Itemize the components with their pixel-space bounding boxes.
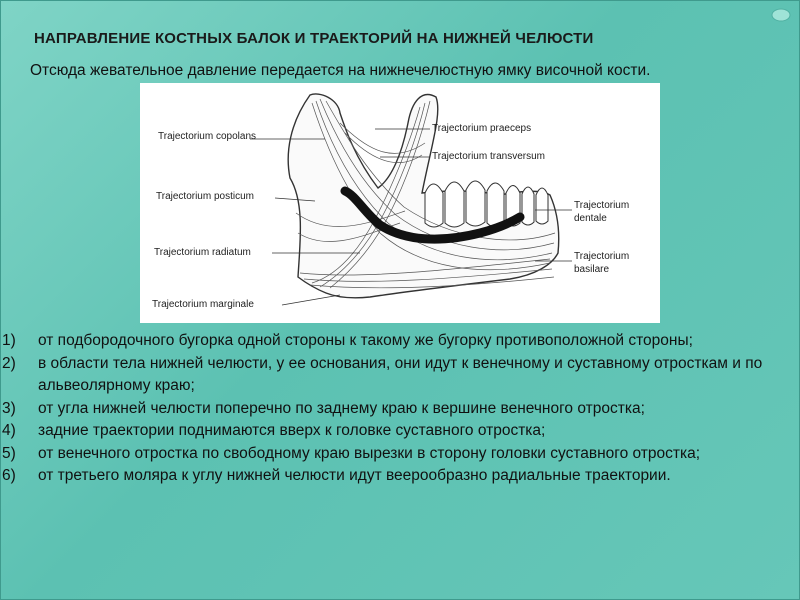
list-item-number: 1) <box>2 332 16 349</box>
list-item-number: 2) <box>2 354 16 372</box>
list-item-number: 5) <box>2 444 16 462</box>
slide-subtitle: Отсюда жевательное давление передается на нижнечелюстную ямку височной кости. <box>30 62 651 79</box>
list-item-number: 4) <box>2 422 16 439</box>
list-item-text: от венечного отростка по свободному краю вырезки в сторону головки суставного отростка; <box>38 444 701 462</box>
list-item-text: в области тела нижней челюсти, у ее основания, они идут к венечному и суставному отросткам и по альвеолярному краю; <box>38 354 763 394</box>
list-item-number: 3) <box>2 399 16 417</box>
label-basilare-line2: basilare <box>574 264 610 275</box>
label-praeceps: Trajectorium praeceps <box>432 123 532 134</box>
label-dentale-line2: dentale <box>574 213 607 224</box>
list-item <box>0 398 790 421</box>
label-copolans: Trajectorium copolans <box>158 131 257 142</box>
label-transversum: Trajectorium transversum <box>432 151 545 162</box>
list-item-text: задние траектории поднимаются вверх к головке суставного отростка; <box>38 422 546 439</box>
label-marginale: Trajectorium marginale <box>152 299 254 310</box>
list-item <box>0 353 790 398</box>
label-posticum: Trajectorium posticum <box>156 191 254 202</box>
list-item-text: от угла нижней челюсти поперечно по заднему краю к вершине венечного отростка; <box>38 399 645 417</box>
mandible-figure <box>140 83 660 323</box>
list-item <box>0 443 790 466</box>
label-radiatum: Trajectorium radiatum <box>154 247 251 258</box>
list-item-number: 6) <box>2 467 16 484</box>
trajectory-list <box>0 330 790 488</box>
list-item-text: от третьего моляра к углу нижней челюсти идут веерообразно радиальные траектории. <box>38 467 671 484</box>
label-dentale-line1: Trajectorium <box>574 200 630 211</box>
list-item <box>0 420 790 443</box>
slide-title: НАПРАВЛЕНИЕ КОСТНЫХ БАЛОК И ТРАЕКТОРИЙ НА НИЖНЕЙ ЧЕЛЮСТИ <box>34 30 594 47</box>
corner-ornament <box>770 6 792 24</box>
list-item <box>0 330 790 353</box>
label-basilare-line1: Trajectorium <box>574 251 630 262</box>
list-item-text: от подбородочного бугорка одной стороны к такому же бугорку противоположной стороны; <box>38 332 693 349</box>
list-item <box>0 465 790 488</box>
